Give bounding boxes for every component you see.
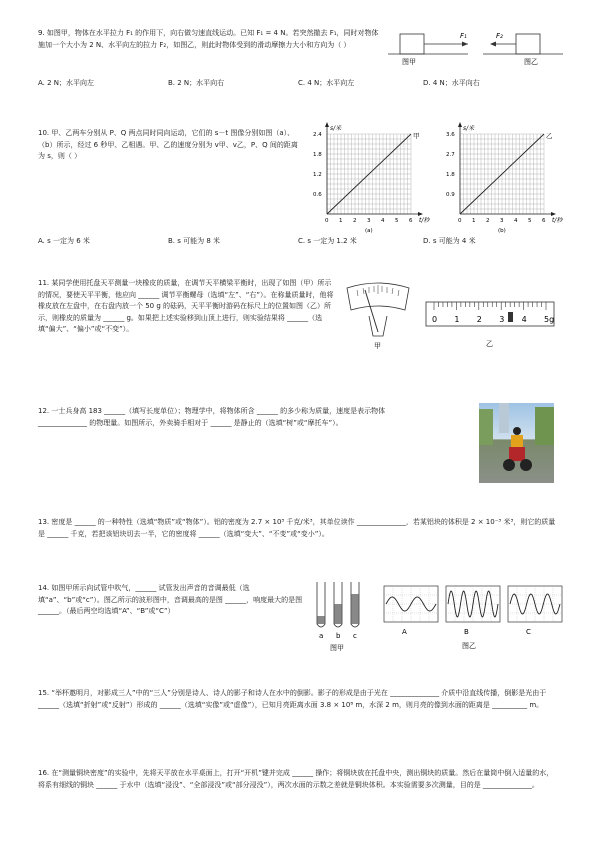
x-tick-label: 4 bbox=[381, 218, 385, 224]
ruler-tick-label: 0 bbox=[432, 315, 438, 324]
y-tick-label: 0.9 bbox=[446, 192, 455, 198]
y-axis-label: s/米 bbox=[463, 125, 475, 132]
fig-jia-label: 图甲 bbox=[402, 58, 416, 66]
test-tubes-figure bbox=[312, 580, 374, 652]
ruler-tick-label: 3 bbox=[499, 315, 505, 324]
wave-label-b: B bbox=[464, 628, 469, 636]
question-12-text: 12. 一士兵身高 183 ______（填写长度单位）；物理学中，将物体所含 ______ 的多少称为质量，速度是表示物体 ______________ 的物理量。如图所示，外卖骑手相对于 ______ 是静止的（选填“树”或“摩托车”）。 bbox=[38, 407, 386, 427]
question-15-text: 15. “举杯邀明月，对影成三人”中的“三人”分别是诗人、诗人的影子和诗人在水中的倒影。影子的形成是由于光在 ______________ 介质中沿直线传播，倒影是光由于 ______（选填“折射”或“反射”）形成的 ______（选填“实像”或“虚像”），已知月亮距离水面 3.8 × 10⁸ m，水深 2 m，则月亮的像到水面的距离是 __________ m。 bbox=[38, 689, 547, 709]
y-tick-label: 1.8 bbox=[313, 152, 322, 158]
tube-label-a: a bbox=[319, 632, 324, 640]
chart-caption: (b) bbox=[498, 228, 506, 234]
question-9-text: 9. 如图甲，物体在水平拉力 F₁ 的作用下，向右做匀速直线运动。已知 F₁ = 4 N。若突然撤去 F₁，同时对物体施加一个大小为 2 N、水平向左的拉力 F₂，如图乙，则此时物体受到的滑动摩擦力大小和方向为（ ） bbox=[38, 29, 379, 49]
q10-option-c: C. s 一定为 1.2 米 bbox=[298, 237, 357, 245]
y-axis-arrow bbox=[458, 122, 462, 127]
x-tick-label: 2 bbox=[353, 218, 357, 224]
fig-jia-14-label: 图甲 bbox=[330, 644, 344, 652]
y-tick-label: 3.6 bbox=[446, 132, 455, 138]
ruler-tick-label: 2 bbox=[476, 315, 482, 324]
y-axis-arrow bbox=[325, 122, 329, 127]
waveform-figure bbox=[382, 584, 564, 654]
wave-label-a: A bbox=[402, 628, 407, 636]
fig-yi-14-label: 图乙 bbox=[462, 642, 476, 650]
x-tick-label: 6 bbox=[542, 218, 546, 224]
question-12 bbox=[38, 406, 430, 429]
q9-option-a: A. 2 N；水平向左 bbox=[38, 79, 95, 87]
question-13-text: 13. 密度是 ______ 的一种特性（选填“物质”或“物体”）。铝的密度为 2.7 × 10³ 千克/米³，其单位读作 ______________，若某铝块的体积是 2 × 10⁻³ 米³，则它的质量是 ______ 千克，若把该铝块切去一半，它的密度将 ______（选填“变大”、“不变”或“变小”）。 bbox=[38, 518, 556, 538]
q9-option-d: D. 4 N；水平向右 bbox=[423, 79, 480, 87]
question-10 bbox=[38, 128, 300, 163]
question-16 bbox=[38, 768, 558, 791]
force-f2-label: F₂ bbox=[496, 32, 503, 40]
q10-option-d: D. s 可能为 4 米 bbox=[423, 237, 476, 245]
question-11 bbox=[38, 278, 338, 336]
y-tick-label: 1.8 bbox=[446, 172, 455, 178]
tube-label-b: b bbox=[336, 632, 341, 640]
question-11-text: 11. 某同学使用托盘天平测量一块橡皮的质量，在调节天平横梁平衡时，出现了如图（甲）所示的情况，要使天平平衡，他应向 ______ 调节平衡螺母（选填“左”、“右”）。在称量质量时，他将橡皮放在左盘中，在右盘内放一个 50 g 的砝码，天平平衡时游码在标尺上的位置如图（乙）所示，则橡皮的质量为 ______ g。如果把上述实验移到山顶上进行，则实验结果将 ______（选填“偏大”、“偏小”或“不变”）。 bbox=[38, 279, 334, 334]
x-tick-label: 2 bbox=[486, 218, 490, 224]
question-13 bbox=[38, 517, 558, 540]
q9-option-b: B. 2 N；水平向右 bbox=[168, 79, 225, 87]
question-15 bbox=[38, 688, 558, 711]
y-tick-label: 0.6 bbox=[313, 192, 322, 198]
balance-dial-figure bbox=[343, 280, 413, 352]
x-tick-label: 3 bbox=[367, 218, 371, 224]
x-axis-arrow bbox=[551, 212, 556, 216]
chart-a bbox=[303, 116, 433, 234]
force-f1-label: F₁ bbox=[460, 32, 467, 40]
x-tick-label: 6 bbox=[409, 218, 413, 224]
x-tick-label: 4 bbox=[514, 218, 518, 224]
ruler-tick-label: 4 bbox=[521, 315, 527, 324]
fig-yi-label: 图乙 bbox=[524, 58, 538, 66]
delivery-rider-photo bbox=[479, 403, 554, 483]
wave-label-c: C bbox=[526, 628, 531, 636]
ruler-tick-label: 1 bbox=[454, 315, 460, 324]
x-axis-label: t/秒 bbox=[552, 217, 563, 224]
question-9 bbox=[38, 28, 383, 51]
x-axis-label: t/秒 bbox=[419, 217, 430, 224]
question-10-text: 10. 甲、乙两车分别从 P、Q 两点同时同向运动，它们的 s－t 图像分别如图（a）、（b）所示，经过 6 秒甲、乙相遇。甲、乙的速度分别为 v甲、v乙，P、Q 间的距离为 s，则（ ） bbox=[38, 129, 298, 161]
x-tick-label: 3 bbox=[500, 218, 504, 224]
x-tick-label: 5 bbox=[395, 218, 399, 224]
question-16-text: 16. 在“测量铜块密度”的实验中，先将天平放在水平桌面上，打开“开机”键并完成 ______ 操作；将铜块放在托盘中央，测出铜块的质量。然后在量筒中倒入适量的水，将系有细线的铜块 ______ 于水中（选填“浸没”、“全部浸没”或“部分浸没”），两次水面的示数之差就是铜块体积。本实验需要多次测量，目的是 ______________。 bbox=[38, 769, 554, 789]
ruler-yi-label: 乙 bbox=[486, 340, 493, 348]
ruler-tick-label: 5g bbox=[544, 315, 555, 324]
x-tick-label: 1 bbox=[339, 218, 343, 224]
x-tick-label: 0 bbox=[325, 218, 329, 224]
chart-caption: (a) bbox=[365, 228, 373, 234]
question-14-text: 14. 如图甲所示向试管中吹气，______ 试管发出声音的音调最低（选填“a”、“b”或“c”）。图乙所示的波形图中，音调最高的是图 ______，响度最大的是图 ______。（最后两空均选填“A”、“B”或“C”） bbox=[38, 584, 303, 616]
rider-ruler-figure bbox=[424, 300, 556, 350]
y-axis-label: s/米 bbox=[330, 125, 342, 132]
x-tick-label: 1 bbox=[472, 218, 476, 224]
q9-option-c: C. 4 N；水平向左 bbox=[298, 79, 355, 87]
series-label: 乙 bbox=[546, 132, 553, 140]
series-label: 甲 bbox=[413, 132, 420, 140]
y-tick-label: 1.2 bbox=[313, 172, 322, 178]
x-tick-label: 0 bbox=[458, 218, 462, 224]
x-tick-label: 5 bbox=[528, 218, 532, 224]
x-axis-arrow bbox=[418, 212, 423, 216]
chart-b bbox=[436, 116, 566, 234]
balance-jia-label: 甲 bbox=[374, 342, 381, 350]
y-tick-label: 2.7 bbox=[446, 152, 455, 158]
q9-figure bbox=[388, 26, 563, 68]
tube-label-c: c bbox=[353, 632, 357, 640]
question-14 bbox=[38, 583, 310, 618]
y-tick-label: 2.4 bbox=[313, 132, 322, 138]
q10-option-b: B. s 可能为 8 米 bbox=[168, 237, 221, 245]
q10-option-a: A. s 一定为 6 米 bbox=[38, 237, 90, 245]
